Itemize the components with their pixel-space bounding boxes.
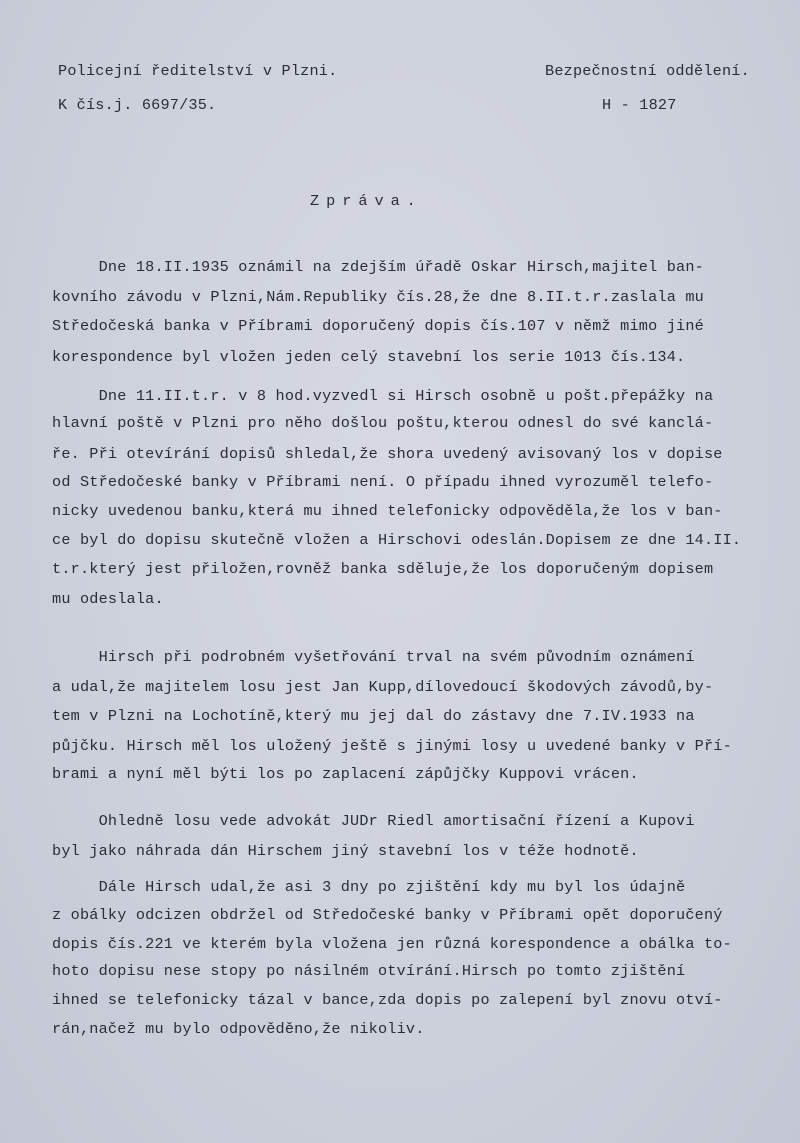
body-line: z obálky odcizen obdržel od Středočeské banky v Příbrami opět doporučený — [52, 906, 723, 924]
body-line: tem v Plzni na Lochotíně,který mu jej dal do zástavy dne 7.IV.1933 na — [52, 707, 695, 725]
body-line: byl jako náhrada dán Hirschem jiný stavební los v téže hodnotě. — [52, 842, 639, 860]
body-line: Dále Hirsch udal,že asi 3 dny po zjištění kdy mu byl los údajně — [52, 878, 686, 896]
department-name: Bezpečnostní oddělení. — [545, 62, 750, 80]
reference-number: K čís.j. 6697/35. — [58, 96, 217, 114]
body-line: nicky uvedenou banku,která mu ihned telefonicky odpověděla,že los v ban- — [52, 502, 723, 520]
body-line: ce byl do dopisu skutečně vložen a Hirschovi odeslán.Dopisem ze dne 14.II. — [52, 531, 742, 549]
file-code: H - 1827 — [602, 96, 677, 114]
document-title: Zpráva. — [310, 192, 423, 210]
body-line: Ohledně losu vede advokát JUDr Riedl amortisační řízení a Kupovi — [52, 812, 695, 830]
body-line: ře. Při otevírání dopisů shledal,že shora uvedený avisovaný los v dopise — [52, 445, 723, 463]
body-line: hlavní poště v Plzni pro něho došlou poštu,kterou odnesl do své kanclá- — [52, 414, 714, 432]
body-line: korespondence byl vložen jeden celý stavební los serie 1013 čís.134. — [52, 348, 686, 366]
body-line: Hirsch při podrobném vyšetřování trval na svém původním oznámení — [52, 648, 695, 666]
body-line: t.r.který jest přiložen,rovněž banka sděluje,že los doporučeným dopisem — [52, 560, 714, 578]
body-line: hoto dopisu nese stopy po násilném otvírání.Hirsch po tomto zjištění — [52, 962, 686, 980]
body-line: a udal,že majitelem losu jest Jan Kupp,dílovedoucí škodových závodů,by- — [52, 678, 714, 696]
body-line: Středočeská banka v Příbrami doporučený dopis čís.107 v němž mimo jiné — [52, 317, 704, 335]
body-line: brami a nyní měl býti los po zaplacení zápůjčky Kuppovi vrácen. — [52, 765, 639, 783]
body-line: rán,načež mu bylo odpověděno,že nikoliv. — [52, 1020, 425, 1038]
body-line: dopis čís.221 ve kterém byla vložena jen různá korespondence a obálka to- — [52, 935, 732, 953]
body-line: mu odeslala. — [52, 590, 164, 608]
body-line: Dne 18.II.1935 oznámil na zdejším úřadě Oskar Hirsch,majitel ban- — [52, 258, 704, 276]
body-line: kovního závodu v Plzni,Nám.Republiky čís.28,že dne 8.II.t.r.zaslala mu — [52, 288, 704, 306]
body-line: od Středočeské banky v Příbrami není. O případu ihned vyrozuměl telefo- — [52, 473, 714, 491]
body-line: ihned se telefonicky tázal v bance,zda dopis po zalepení byl znovu otví- — [52, 991, 723, 1009]
office-name: Policejní ředitelství v Plzni. — [58, 62, 338, 80]
body-line: půjčku. Hirsch měl los uložený ještě s jinými losy u uvedené banky v Pří- — [52, 737, 732, 755]
body-line: Dne 11.II.t.r. v 8 hod.vyzvedl si Hirsch osobně u pošt.přepážky na — [52, 387, 714, 405]
